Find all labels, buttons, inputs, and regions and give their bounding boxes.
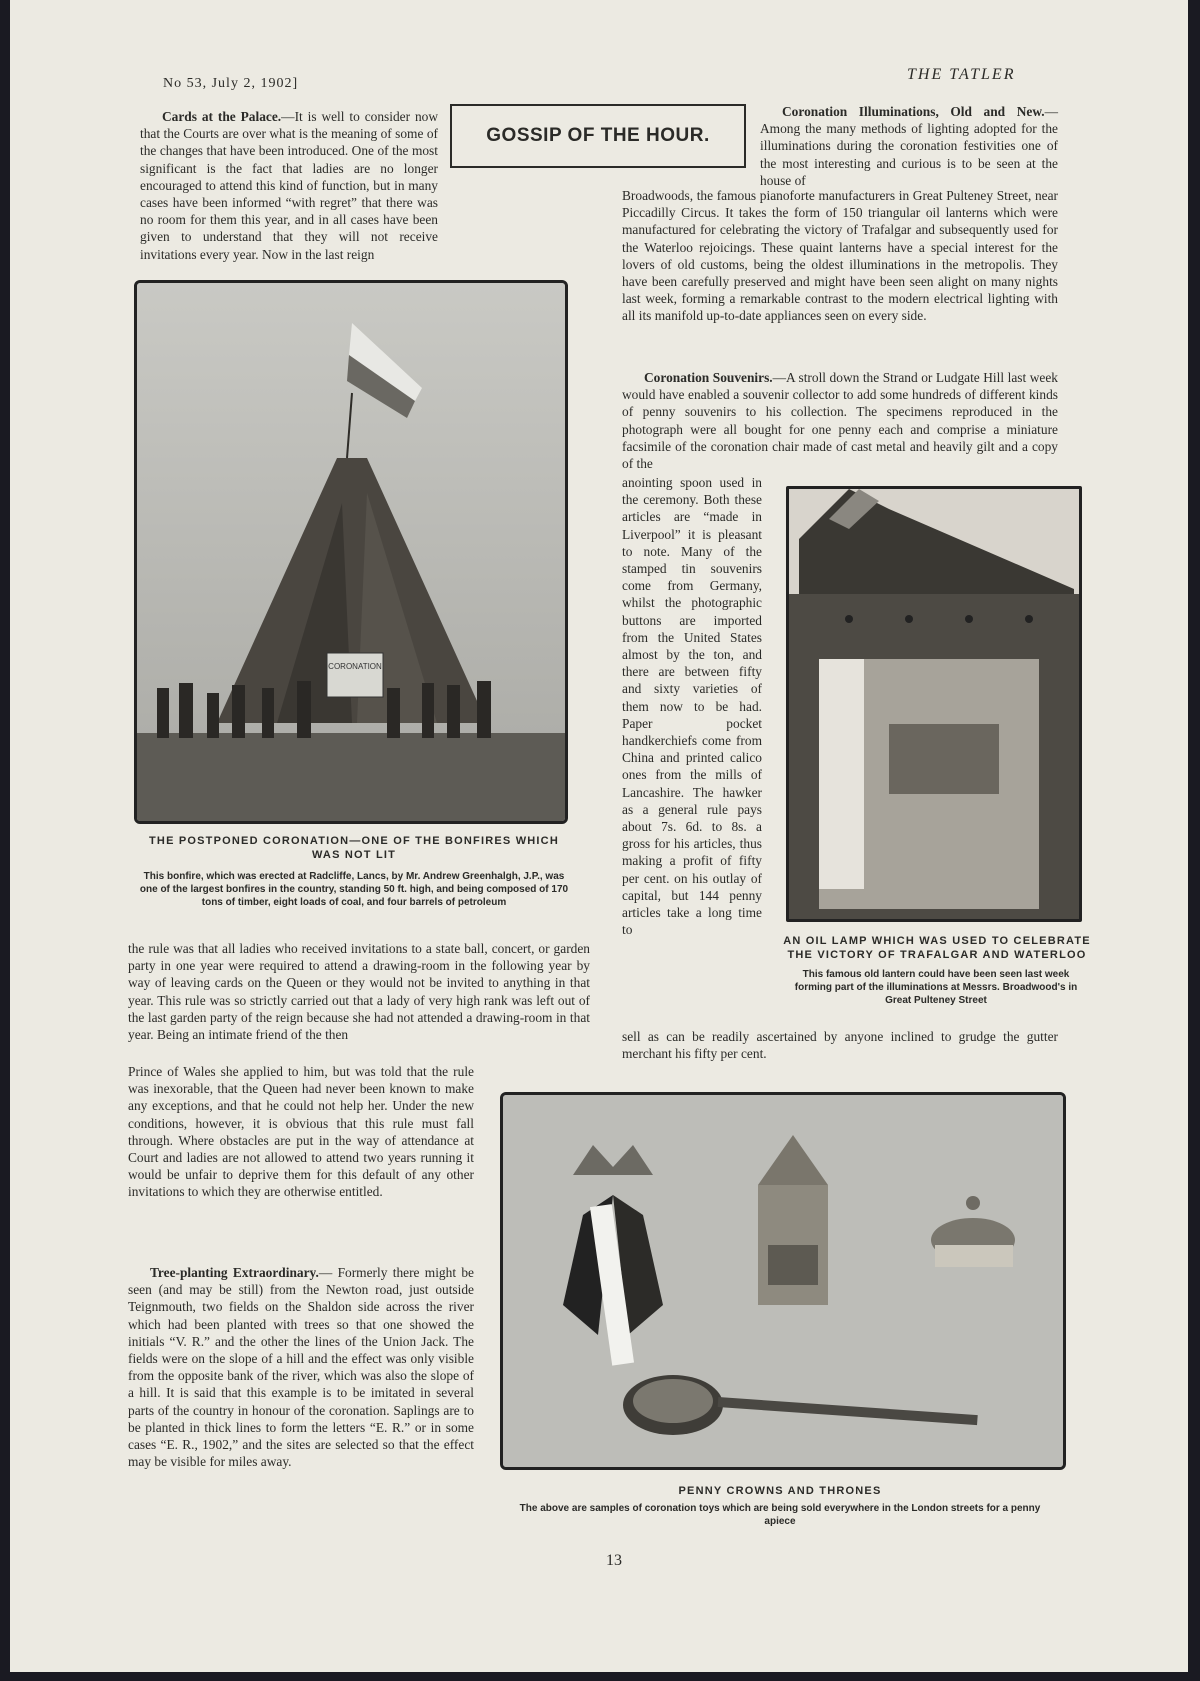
bonfire-caption-title: THE POSTPONED CORONATION—ONE OF THE BONFIRES WHICH WAS NOT LIT	[149, 835, 559, 861]
section-title: GOSSIP OF THE HOUR.	[486, 125, 710, 146]
bonfire-photo	[134, 280, 568, 824]
cards-intro-narrow	[140, 108, 438, 263]
bonfire-sign-text: CORONATION	[328, 662, 382, 671]
magazine-title: THE TATLER	[907, 66, 1016, 83]
lamp-caption-title: AN OIL LAMP WHICH WAS USED TO CELEBRATE THE VICTORY OF TRAFALGAR AND WATERLOO	[783, 935, 1091, 961]
illum-heading: Coronation Illuminations, Old and New.	[782, 104, 1045, 119]
crowns-caption-sub: The above are samples of coronation toys which are being sold everywhere in the London streets for a penny apiece	[519, 1503, 1041, 1527]
cards-continued: the rule was that all ladies who received invitations to a state ball, concert, or garden party in one year were required to attend a drawing-room in the following year by way of leaving cards on the Queen or they would not be invited to anything in that year. This rule was so strictly carried out that a lady of very high rank was left out of the last garden party of the reign because she had not attended a drawing-room in that year. Being an intimate friend of the then	[128, 941, 590, 1043]
bonfire-image	[137, 283, 565, 821]
souvenirs-intro: Coronation Souvenirs.—A stroll down the Strand or Ludgate Hill last week would have enabled a souvenir collector to add some hundreds of different kinds of penny souvenirs to his collection. The specimens reproduced in the photograph were all bought for one penny each and comprise a miniature facsimile of the coronation chair made of cast metal and heavily gilt and a copy of the	[622, 370, 1058, 472]
cards-intro: —It is well to consider now that the Courts are over what is the meaning of some of the changes that have been introduced. One of the most significant is the fact that ladies are no longer encouraged to attend this kind of function, but in many cases have been informed “with regret” that there was no room for them this year, and in all cases have been given to understand that they will not receive invitations every year. Now in the last reign	[140, 109, 439, 262]
tree-heading: Tree-planting Extraordinary.	[150, 1265, 319, 1280]
page-number: 13	[606, 1552, 622, 1569]
cards-heading: Cards at the Palace.	[162, 109, 282, 124]
souvenirs-end: sell as can be readily ascertained by anyone inclined to grudge the gutter merchant his fifty per cent.	[622, 1029, 1058, 1062]
crowns-caption-title: PENNY CROWNS AND THRONES	[678, 1485, 882, 1497]
bonfire-caption-sub: This bonfire, which was erected at Radcliffe, Lancs, by Mr. Andrew Greenhalgh, J.P., was one of the largest bonfires in the country, standing 50 ft. high, and being composed of 170 tons of timber, eight loads of coal, and four barrels of petroleum	[139, 871, 569, 908]
penny-crowns-photo	[500, 1092, 1066, 1470]
oil-lamp-image	[789, 489, 1079, 919]
illum-intro: Coronation Illuminations, Old and New.— Among the many methods of lighting adopted for the illuminations during the coronation festivities one of the most interesting and curious is to be seen at the house of	[760, 104, 1058, 188]
illum-continued: Broadwoods, the famous pianoforte manufacturers in Great Pulteney Street, near Piccadilly Circus. It takes the form of 150 triangular oil lanterns which were manufactured for celebrating the victory of Trafalgar and subsequently used for the Waterloo rejoicings. These quaint lanterns have a special interest for the lovers of old customs, being the oldest illuminations in the metropolis. They have been carefully preserved and might have been seen alight on many nights last week, forming a remarkable contrast to the modern electrical lighting with all its manifold up-to-date appliances seen on every side.	[622, 188, 1058, 324]
magazine-page	[10, 0, 1188, 1672]
souvenirs-heading: Coronation Souvenirs.	[644, 370, 773, 385]
issue-header: No 53, July 2, 1902]	[163, 76, 299, 91]
cards-end: Prince of Wales she applied to him, but was told that the rule was inexorable, that the Queen had never been known to make any exceptions, and that he could not help her. Under the new conditions, however, it is obvious that this rule must fall through. Where obstacles are put in the way of attendance at Court and ladies are not allowed to attend two years running it would be unfair to deprive them for this default of any other invitations to which they are otherwise entitled.	[128, 1064, 474, 1200]
section-title-box	[450, 104, 746, 168]
oil-lamp-photo	[786, 486, 1082, 922]
tree-article: Tree-planting Extraordinary.— Formerly there might be seen (and may be still) from the Newton road, just outside Teignmouth, two fields on the Shaldon side across the river which had been planted with trees so that one showed the initials “V. R.” and the other the lines of the Union Jack. The fields were on the slope of a hill and the effect was only visible from the opposite bank of the river, which was also the slope of a hill. It is said that this example is to be imitated in several parts of the country in honour of the coronation. Saplings are to be planted in thick lines to form the letters “E. R.” or in some cases “E. R., 1902,” and the sites are selected so that the effect may be visible for miles away.	[128, 1265, 474, 1470]
penny-crowns-image	[503, 1095, 1063, 1467]
lamp-caption-sub: This famous old lantern could have been seen last week forming part of the illuminations at Messrs. Broadwood's in Great Pulteney Street	[794, 969, 1078, 1006]
souvenirs-narrow: anointing spoon used in the ceremony. Both these articles are “made in Liverpool” it is pleasant to note. Many of the stamped tin souvenirs come from Germany, whilst the photographic buttons are imported from the United States almost by the ton, and there are between fifty and sixty varieties of them now to be had. Paper pocket handkerchiefs come from China and printed calico ones from the mills of Lancashire. The hawker as a general rule pays about 7s. 6d. to 8s. a gross for his articles, thus making a profit of fifty per cent. on his outlay of capital, but 144 penny articles take a long time to	[622, 475, 762, 938]
